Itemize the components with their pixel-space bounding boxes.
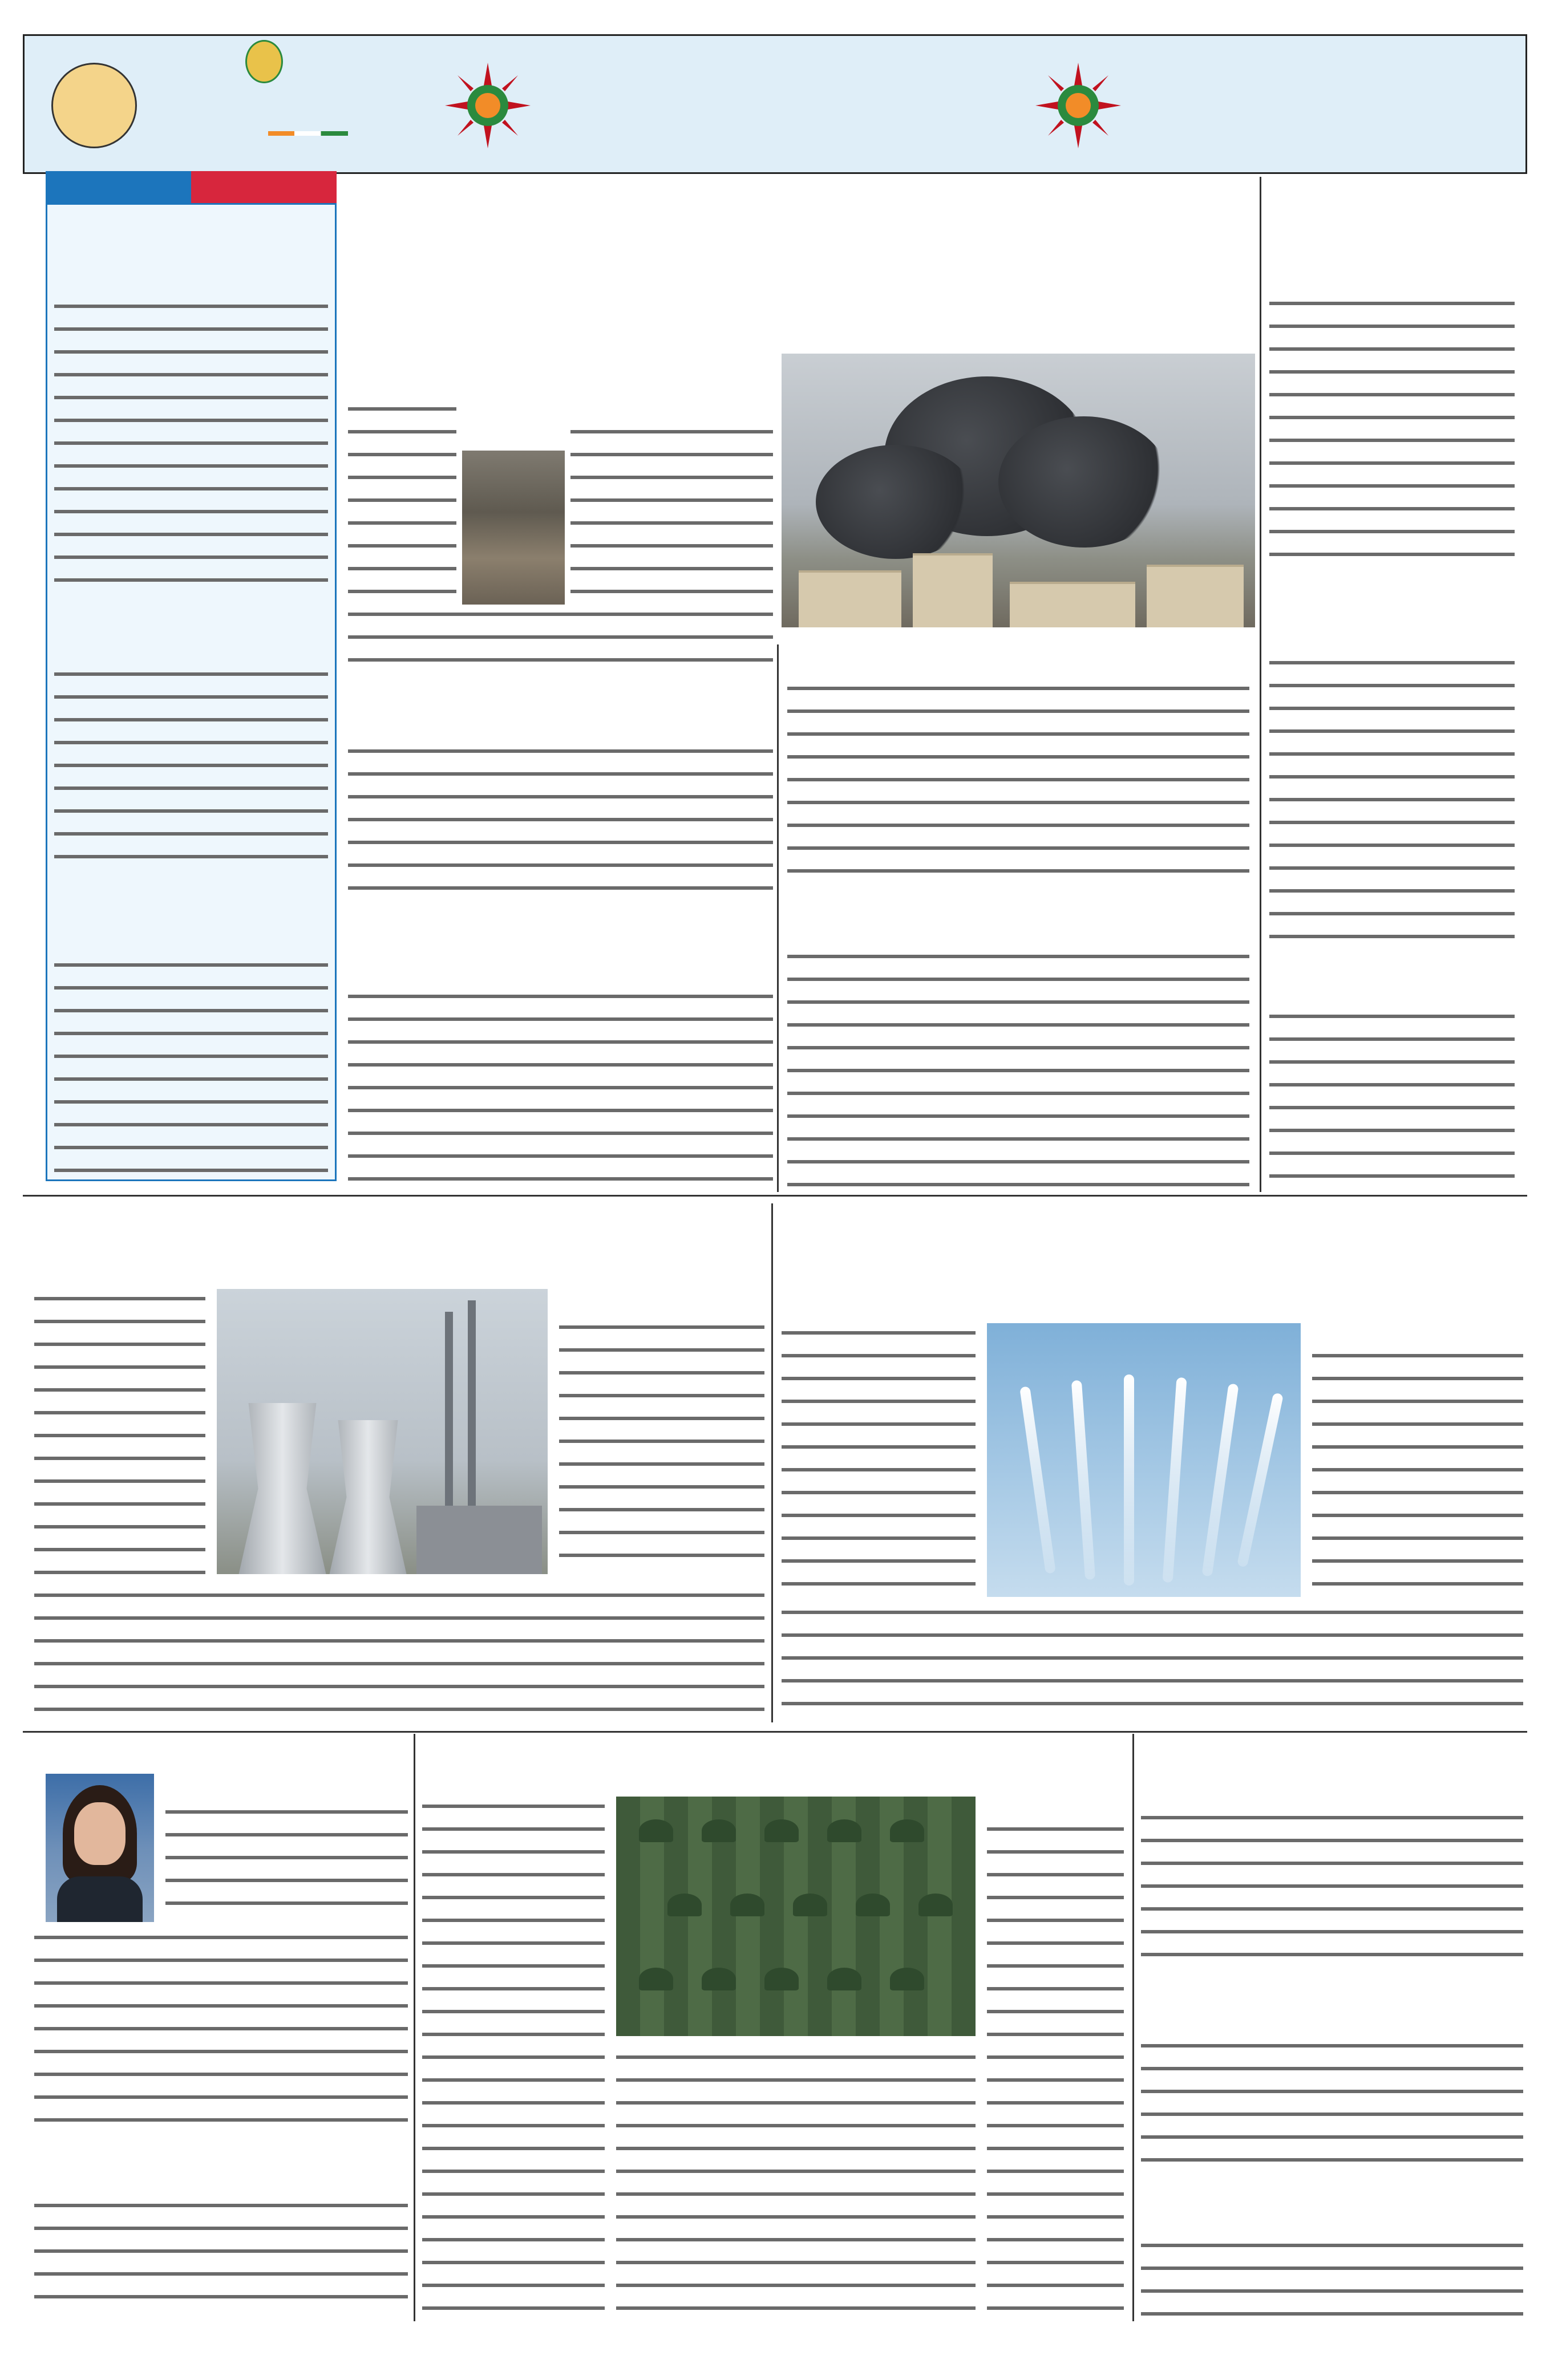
newspaper-logo bbox=[148, 46, 388, 131]
gaza-ruins-photo bbox=[462, 451, 565, 605]
page-number bbox=[51, 63, 137, 148]
article-body bbox=[787, 947, 1249, 1186]
article-body bbox=[987, 1819, 1124, 2316]
article-body bbox=[54, 664, 328, 858]
article-body bbox=[1269, 1007, 1515, 1178]
tab-brief[interactable] bbox=[191, 171, 337, 203]
article-body bbox=[570, 422, 773, 593]
article-body bbox=[348, 399, 456, 605]
article-body bbox=[34, 2196, 408, 2316]
sidebar-tabs bbox=[46, 171, 337, 203]
sun-emblem-icon bbox=[1035, 63, 1121, 148]
article-body bbox=[1312, 1346, 1523, 1597]
article-body bbox=[422, 1797, 605, 2316]
article-body bbox=[1141, 2036, 1523, 2173]
article-body bbox=[1269, 653, 1515, 938]
article-body bbox=[54, 297, 328, 593]
power-plant-photo bbox=[217, 1289, 548, 1574]
column-divider bbox=[777, 644, 779, 1192]
tab-news[interactable] bbox=[46, 171, 191, 203]
fighter-jets-photo bbox=[987, 1323, 1301, 1597]
article-body bbox=[1141, 2236, 1523, 2316]
article-body bbox=[1141, 1808, 1523, 1968]
article-body bbox=[54, 955, 328, 1172]
article-body bbox=[348, 605, 773, 673]
column-divider bbox=[1260, 177, 1261, 1192]
flag-stripe bbox=[268, 131, 348, 136]
article-body bbox=[782, 1603, 1523, 1717]
article-body bbox=[787, 679, 1249, 878]
column-divider bbox=[771, 1203, 773, 1722]
column-divider bbox=[414, 1734, 415, 2321]
article-body bbox=[782, 1323, 976, 1597]
article-body bbox=[559, 1317, 764, 1574]
us-official-photo bbox=[46, 1774, 154, 1922]
column-divider bbox=[1132, 1734, 1134, 2321]
article-body bbox=[348, 741, 773, 890]
iran-soldiers-photo bbox=[616, 1797, 976, 2036]
section-divider bbox=[23, 1731, 1527, 1733]
article-body bbox=[34, 1928, 408, 2133]
article-body bbox=[34, 1289, 205, 1574]
article-body bbox=[34, 1586, 764, 1717]
article-body bbox=[348, 987, 773, 1181]
section-title-urdu bbox=[1215, 48, 1512, 140]
article-body bbox=[616, 2047, 976, 2316]
article-body bbox=[1269, 294, 1515, 562]
logo-badge bbox=[245, 40, 283, 83]
sun-emblem-icon bbox=[445, 63, 531, 148]
gaza-airstrike-photo bbox=[782, 354, 1255, 627]
page-section-title bbox=[559, 48, 993, 58]
section-divider bbox=[23, 1195, 1527, 1197]
article-body bbox=[165, 1802, 408, 1922]
